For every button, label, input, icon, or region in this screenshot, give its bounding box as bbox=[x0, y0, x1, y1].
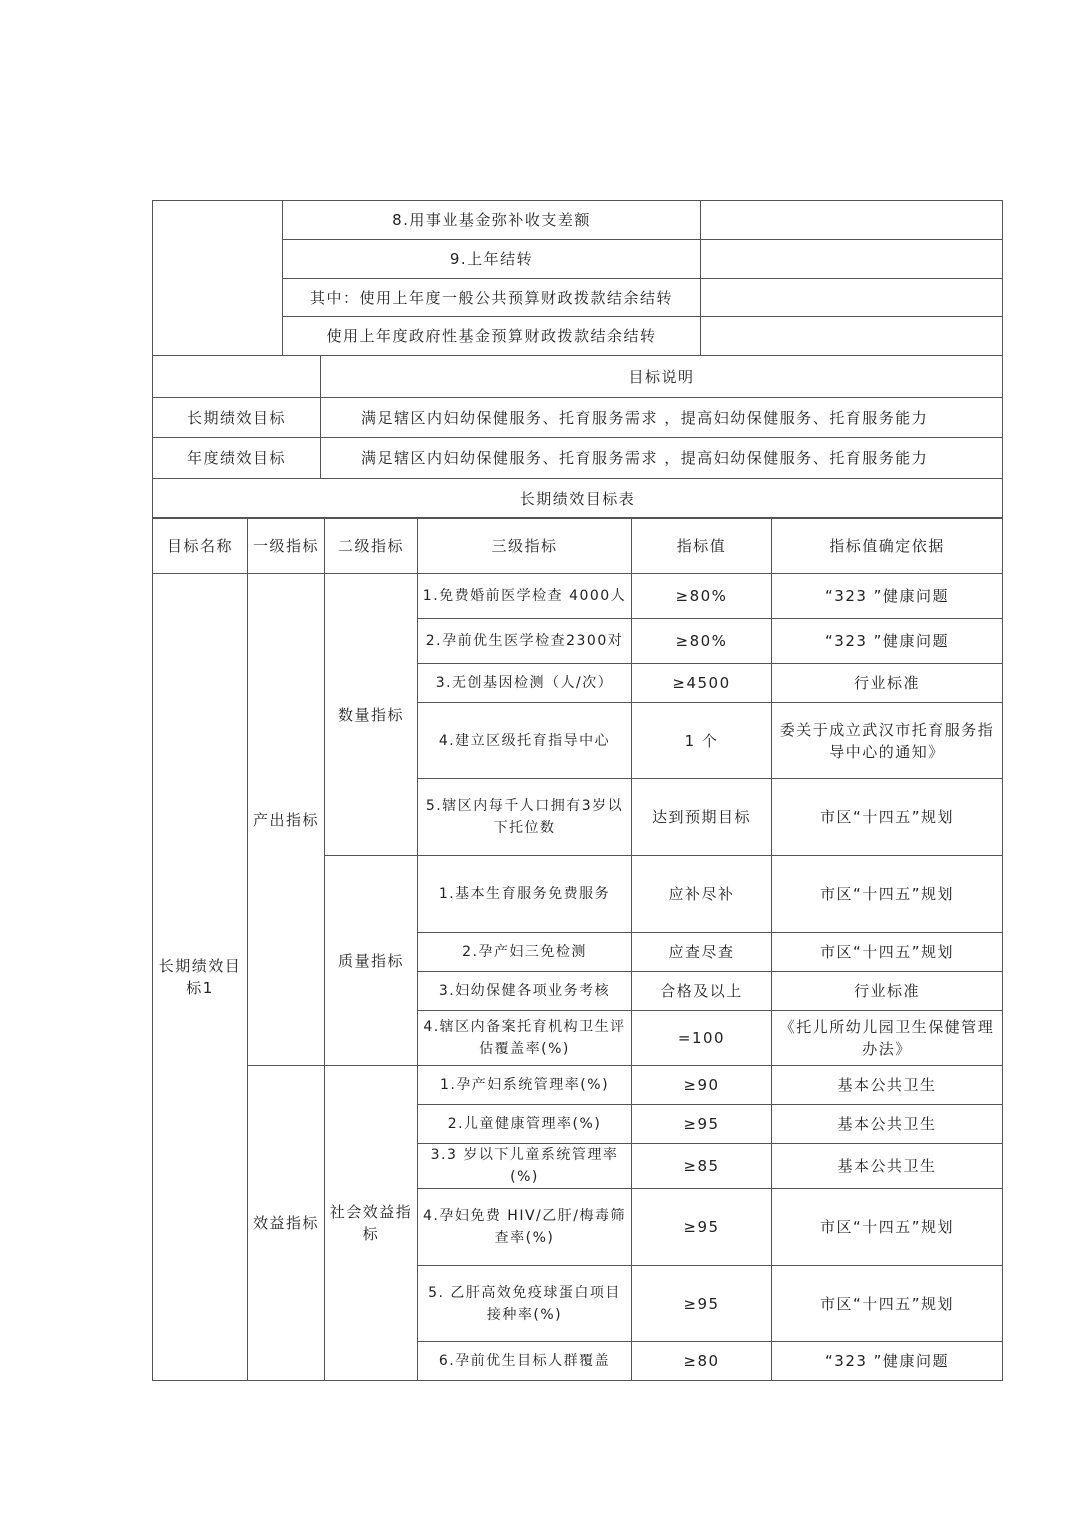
funding-row-value bbox=[701, 317, 1003, 356]
indicator-value: ≥80% bbox=[632, 574, 772, 619]
level3-indicator: 2.儿童健康管理率(%) bbox=[418, 1105, 632, 1144]
annual-goal-text: 满足辖区内妇幼保健服务、托育服务需求 ，提高妇幼保健服务、托育服务能力 bbox=[321, 438, 1003, 479]
level3-indicator: 1.孕产妇系统管理率(%) bbox=[418, 1066, 632, 1105]
col-header-basis: 指标值确定依据 bbox=[772, 518, 1003, 574]
level3-indicator: 1.免费婚前医学检查 4000人 bbox=[418, 574, 632, 619]
indicator-basis: “323 ”健康问题 bbox=[772, 619, 1003, 664]
level3-indicator: 6.孕前优生目标人群覆盖 bbox=[418, 1342, 632, 1381]
indicator-basis: 市区“十四五”规划 bbox=[772, 856, 1003, 933]
indicator-value: 合格及以上 bbox=[632, 972, 772, 1011]
indicator-basis: “323 ”健康问题 bbox=[772, 1342, 1003, 1381]
long-term-goal-text: 满足辖区内妇幼保健服务、托育服务需求 ，提高妇幼保健服务、托育服务能力 bbox=[321, 398, 1003, 438]
indicator-value: ≥80% bbox=[632, 619, 772, 664]
funding-row-value bbox=[701, 201, 1003, 240]
indicator-value: 1 个 bbox=[632, 703, 772, 779]
long-term-goal-label: 长期绩效目标 bbox=[153, 398, 321, 438]
level2-quality: 质量指标 bbox=[325, 856, 418, 1066]
indicator-basis: 《托儿所幼儿园卫生保健管理办法》 bbox=[772, 1011, 1003, 1066]
level3-indicator: 1.基本生育服务免费服务 bbox=[418, 856, 632, 933]
blank-cell bbox=[153, 356, 321, 398]
indicator-basis: 委关于成立武汉市托育服务指导中心的通知》 bbox=[772, 703, 1003, 779]
indicator-table bbox=[152, 517, 1003, 1381]
indicator-value: ≥80 bbox=[632, 1342, 772, 1381]
target-name-cell: 长期绩效目标1 bbox=[153, 574, 248, 1381]
col-header-level1: 一级指标 bbox=[248, 518, 325, 574]
funding-row-label: 其中：使用上年度一般公共预算财政拨款结余结转 bbox=[283, 279, 701, 317]
col-header-level3: 三级指标 bbox=[418, 518, 632, 574]
funding-row-value bbox=[701, 279, 1003, 317]
level3-indicator: 3.3 岁以下儿童系统管理率(%) bbox=[418, 1144, 632, 1189]
indicator-basis: 行业标准 bbox=[772, 664, 1003, 703]
level3-indicator: 5. 乙肝高效免疫球蛋白项目接种率(%) bbox=[418, 1266, 632, 1342]
blank-cell bbox=[153, 201, 283, 356]
long-term-table-title: 长期绩效目标表 bbox=[153, 479, 1003, 519]
indicator-value: ≥95 bbox=[632, 1189, 772, 1266]
level1-benefit: 效益指标 bbox=[248, 1066, 325, 1381]
indicator-basis: 市区“十四五”规划 bbox=[772, 779, 1003, 856]
indicator-value: =100 bbox=[632, 1011, 772, 1066]
indicator-value: 应查尽查 bbox=[632, 933, 772, 972]
level2-social-benefit: 社会效益指标 bbox=[325, 1066, 418, 1381]
indicator-basis: 基本公共卫生 bbox=[772, 1105, 1003, 1144]
col-header-value: 指标值 bbox=[632, 518, 772, 574]
col-header-level2: 二级指标 bbox=[325, 518, 418, 574]
col-header-target-name: 目标名称 bbox=[153, 518, 248, 574]
indicator-basis: “323 ”健康问题 bbox=[772, 574, 1003, 619]
level2-quantity: 数量指标 bbox=[325, 574, 418, 856]
indicator-value: ≥85 bbox=[632, 1144, 772, 1189]
level3-indicator: 2.孕前优生医学检查2300对 bbox=[418, 619, 632, 664]
annual-goal-label: 年度绩效目标 bbox=[153, 438, 321, 479]
funding-row-value bbox=[701, 240, 1003, 279]
level3-indicator: 4.孕妇免费 HIV/乙肝/梅毒筛查率(%) bbox=[418, 1189, 632, 1266]
level3-indicator: 2.孕产妇三免检测 bbox=[418, 933, 632, 972]
indicator-basis: 市区“十四五”规划 bbox=[772, 933, 1003, 972]
goals-table bbox=[152, 355, 1003, 519]
indicator-value: ≥95 bbox=[632, 1105, 772, 1144]
funding-row-label: 8.用事业基金弥补收支差额 bbox=[283, 201, 701, 240]
funding-row-label: 使用上年度政府性基金预算财政拨款结余结转 bbox=[283, 317, 701, 356]
indicator-basis: 基本公共卫生 bbox=[772, 1144, 1003, 1189]
funding-table bbox=[152, 200, 1003, 356]
indicator-basis: 市区“十四五”规划 bbox=[772, 1189, 1003, 1266]
indicator-basis: 市区“十四五”规划 bbox=[772, 1266, 1003, 1342]
goal-description-header: 目标说明 bbox=[321, 356, 1003, 398]
level3-indicator: 3.妇幼保健各项业务考核 bbox=[418, 972, 632, 1011]
indicator-value: 达到预期目标 bbox=[632, 779, 772, 856]
funding-row-label: 9.上年结转 bbox=[283, 240, 701, 279]
level3-indicator: 3.无创基因检测（人/次） bbox=[418, 664, 632, 703]
level3-indicator: 4.辖区内备案托育机构卫生评估覆盖率(%) bbox=[418, 1011, 632, 1066]
level3-indicator: 4.建立区级托育指导中心 bbox=[418, 703, 632, 779]
indicator-value: ≥4500 bbox=[632, 664, 772, 703]
indicator-value: 应补尽补 bbox=[632, 856, 772, 933]
level3-indicator: 5.辖区内每千人口拥有3岁以下托位数 bbox=[418, 779, 632, 856]
indicator-basis: 基本公共卫生 bbox=[772, 1066, 1003, 1105]
indicator-value: ≥95 bbox=[632, 1266, 772, 1342]
level1-output: 产出指标 bbox=[248, 574, 325, 1066]
indicator-basis: 行业标准 bbox=[772, 972, 1003, 1011]
indicator-value: ≥90 bbox=[632, 1066, 772, 1105]
